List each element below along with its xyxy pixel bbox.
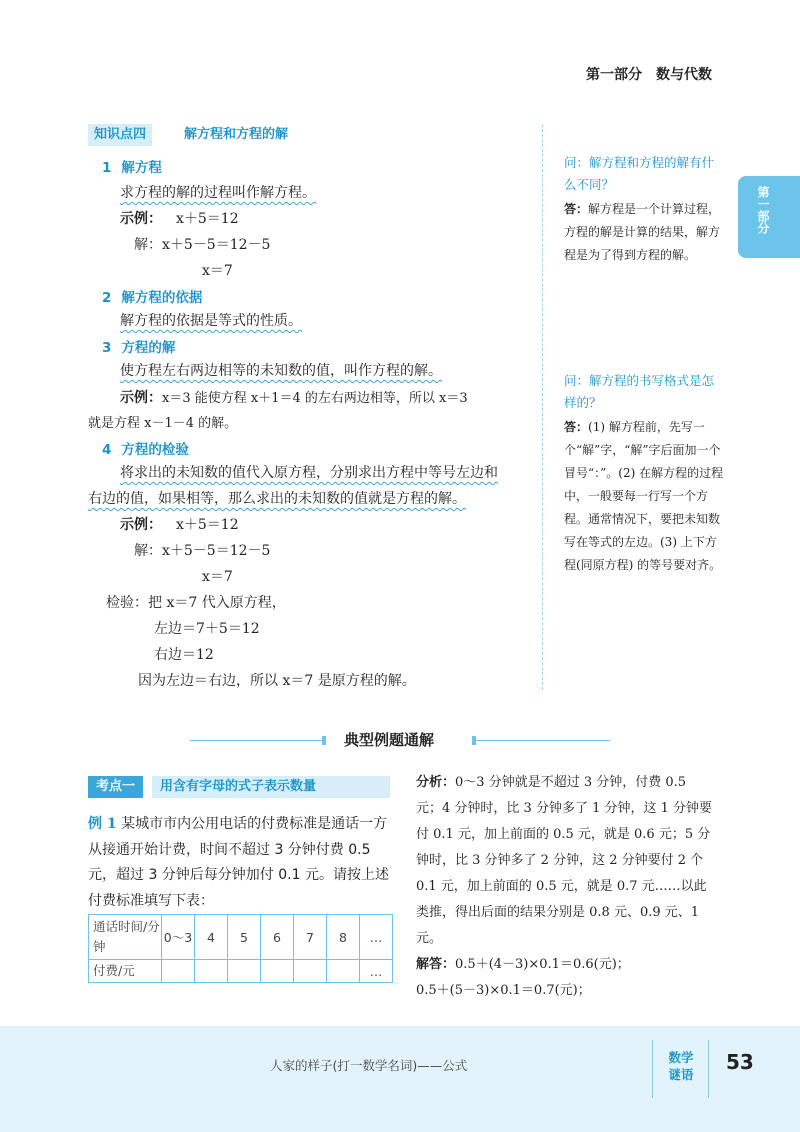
section-1-step-2: x＝7 — [202, 263, 233, 279]
column-divider — [542, 124, 543, 690]
example-1-label: 例 1 — [88, 816, 117, 832]
table-cell-time: 8 — [327, 915, 360, 960]
section-4-step-1: 解：x＋5－5＝12－5 — [134, 543, 271, 559]
banner-line-left — [190, 740, 324, 741]
section-4-definition-text-1: 将求出的未知数的值代入原方程，分别求出方程中等号左边和 — [120, 465, 498, 481]
analysis-text: 0～3 分钟就是不超过 3 分钟，付费 0.5 元；4 分钟时，比 3 分钟多了 1 分钟，这 1 分钟要付 0.1 元，加上前面的 0.5 元，就是 0.6 元；5 分钟时，比 3 分钟多了 2 分钟，这 2 分钟要付 2 个 0.1 元，加上前面的 0.5 元，就是 0.7 元……以此类推，得出后面的结果分别是 0.8 元、0.9 元、1 元。 — [416, 775, 713, 946]
section-1-definition-text: 求方程的解的过程叫作解方程。 — [120, 185, 316, 201]
example-label: 示例： — [120, 517, 162, 533]
example-1-analysis — [416, 770, 716, 1004]
section-3-heading — [102, 336, 175, 356]
section-3-number: 3 — [102, 340, 112, 356]
section-4-step-2: x＝7 — [202, 569, 233, 585]
section-2-heading — [102, 286, 202, 306]
table-cell-fee-blank[interactable] — [294, 960, 327, 983]
footer-divider-left — [652, 1040, 653, 1098]
table-cell-time: … — [360, 915, 393, 960]
section-4-definition-line-1 — [120, 462, 498, 482]
example-1-text: 某城市市内公用电话的付费标准是通话一方从接通开始计费，时间不超过 3 分钟付费 0.5 元，超过 3 分钟后每分钟加付 0.1 元。请按上述付费标准填写下表： — [88, 816, 389, 909]
table-cell-time: 7 — [294, 915, 327, 960]
table-cell-fee-blank[interactable] — [195, 960, 228, 983]
table-cell-fee-blank[interactable] — [228, 960, 261, 983]
table-cell-time: 4 — [195, 915, 228, 960]
side-tab-label: 第一部分 — [756, 186, 770, 234]
footer-divider-right — [708, 1040, 709, 1098]
example-equation: x＋5＝12 — [176, 517, 239, 533]
note-2-answer-label: 答： — [564, 420, 589, 434]
section-4-definition-text-2: 右边的值，如果相等，那么求出的未知数的值就是方程的解。 — [88, 491, 466, 507]
note-2-answer — [564, 416, 724, 577]
table-row — [89, 960, 393, 983]
example-text: x＝3 能使方程 x＋1＝4 的左右两边相等，所以 x＝3 — [162, 391, 468, 406]
table-cell-fee-blank[interactable] — [162, 960, 195, 983]
section-3-definition-text: 使方程左右两边相等的未知数的值，叫作方程的解。 — [120, 363, 442, 379]
table-cell-time: 5 — [228, 915, 261, 960]
examples-banner-title: 典型例题通解 — [344, 731, 435, 749]
section-1-example — [120, 208, 239, 228]
section-1-number: 1 — [102, 160, 112, 176]
note-2-question: 问：解方程的书写格式是怎样的？ — [564, 373, 715, 410]
section-4-left-side: 左边＝7＋5＝12 — [154, 621, 260, 637]
analysis-label: 分析： — [416, 775, 456, 790]
section-3-example-line-1 — [120, 387, 468, 407]
table-cell-fee-ellipsis: … — [360, 960, 393, 983]
solution-label: 解答： — [416, 957, 456, 972]
section-4-heading — [102, 438, 189, 458]
section-4-definition-line-2 — [88, 488, 466, 508]
example-equation: x＋5＝12 — [176, 211, 239, 227]
example-label: 示例： — [120, 211, 162, 227]
note-1-answer — [564, 198, 724, 267]
section-2-number: 2 — [102, 290, 112, 306]
exam-point-label: 考点一 — [88, 776, 143, 798]
section-2-title: 解方程的依据 — [121, 290, 203, 306]
section-4-example — [120, 514, 239, 534]
section-1-title: 解方程 — [121, 160, 162, 176]
section-1-heading — [102, 156, 162, 176]
table-cell-fee-blank[interactable] — [327, 960, 360, 983]
knowledge-point-label: 知识点四 — [88, 124, 152, 146]
solution-line-2: 0.5＋(5－3)×0.1＝0.7(元)； — [416, 983, 591, 998]
note-1-question: 问：解方程和方程的解有什么不同？ — [564, 155, 715, 192]
section-2-definition — [120, 310, 302, 330]
page-number: 53 — [726, 1050, 754, 1074]
table-cell-time: 0～3 — [162, 915, 195, 960]
note-1-answer-text: 解方程是一个计算过程，方程的解是计算的结果，解方程是为了得到方程的解。 — [564, 202, 721, 262]
section-3-title: 方程的解 — [121, 340, 176, 356]
example-label: 示例： — [120, 390, 162, 406]
example-1-problem — [88, 812, 394, 914]
table-row — [89, 915, 393, 960]
note-2-answer-text: (1) 解方程前，先写一个“解”字，“解”字后面加一个冒号“：”。(2) 在解方程的过程中，一般要每一行写一个方程。通常情况下，要把未知数写在等式的左边。(3) 上下方程(同原方程) 的等号要对齐。 — [564, 420, 724, 572]
banner-marker-left — [322, 736, 326, 745]
table-row-header-time: 通话时间/分钟 — [89, 915, 162, 960]
footer-tag: 数学谜语 — [668, 1050, 694, 1082]
footer-riddle: 人家的样子(打一数学名词)——公式 — [270, 1058, 468, 1073]
knowledge-point-title: 解方程和方程的解 — [184, 127, 289, 142]
section-1-step-1: 解：x＋5－5＝12－5 — [134, 237, 271, 253]
table-row-header-fee: 付费/元 — [89, 960, 162, 983]
section-4-title: 方程的检验 — [121, 442, 189, 458]
section-side-tab — [738, 176, 800, 258]
section-4-check: 检验：把 x＝7 代入原方程， — [106, 595, 286, 611]
fee-table — [88, 914, 393, 983]
table-cell-fee-blank[interactable] — [261, 960, 294, 983]
exam-point-title: 用含有字母的式子表示数量 — [152, 776, 390, 798]
section-4-right-side: 右边＝12 — [154, 647, 214, 663]
page-header-title: 第一部分 数与代数 — [586, 67, 712, 83]
section-3-example-line-2: 就是方程 x－1－4 的解。 — [88, 416, 238, 431]
section-4-number: 4 — [102, 442, 112, 458]
section-2-definition-text: 解方程的依据是等式的性质。 — [120, 313, 302, 329]
banner-line-right — [476, 740, 610, 741]
solution-line-1: 0.5＋(4－3)×0.1＝0.6(元)； — [455, 957, 630, 972]
note-1-answer-label: 答： — [564, 202, 589, 216]
section-4-conclusion: 因为左边＝右边，所以 x＝7 是原方程的解。 — [138, 673, 416, 689]
section-1-definition — [120, 182, 316, 202]
section-3-definition — [120, 360, 442, 380]
table-cell-time: 6 — [261, 915, 294, 960]
